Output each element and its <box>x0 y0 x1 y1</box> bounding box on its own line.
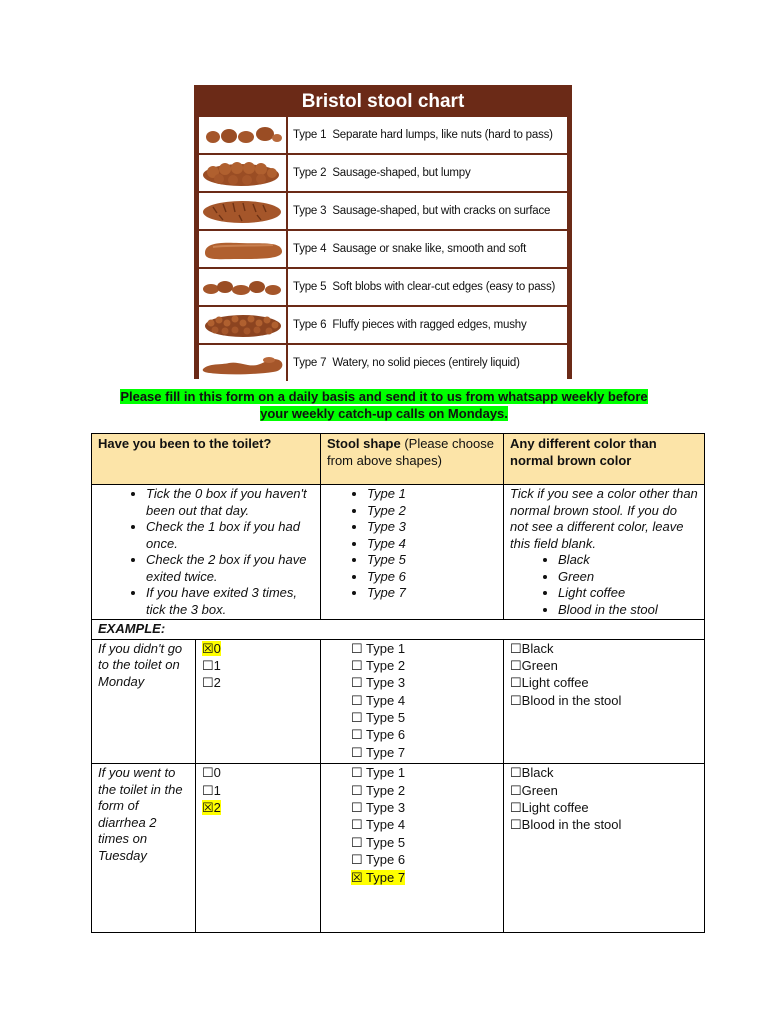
color-cell <box>504 764 705 933</box>
count-checkbox-1[interactable]: ☐1 <box>202 782 221 798</box>
list-item: • Type 3 <box>367 519 497 536</box>
header-color: Any different color than normal brown color <box>504 434 705 485</box>
color-guide-cell <box>504 485 705 620</box>
type-3-stool-picture <box>199 193 288 229</box>
shape-checkbox-type-2[interactable]: ☐ Type 2 <box>351 657 406 673</box>
type-1-stool-picture <box>199 117 288 153</box>
chart-row-type-5 <box>199 269 567 305</box>
example-label: EXAMPLE: <box>92 620 705 640</box>
chart-type-label: Type 4 <box>293 243 327 255</box>
chart-type-description: Soft blobs with clear-cut edges (easy to pass) <box>332 281 556 293</box>
color-checkbox-green[interactable]: ☐Green <box>510 657 558 673</box>
shape-checkbox-type-5[interactable]: ☐ Type 5 <box>351 710 406 726</box>
shape-cell <box>321 764 504 933</box>
count-checkbox-0[interactable]: ☒0 <box>202 640 221 656</box>
example-row-tuesday <box>92 764 705 933</box>
color-checkbox-blood[interactable]: ☐Blood in the stool <box>510 692 622 708</box>
type-2-stool-picture <box>199 155 288 191</box>
list-item: • Blood in the stool <box>558 602 698 619</box>
shape-checkbox-type-3[interactable]: ☐ Type 3 <box>351 675 406 691</box>
header-toilet: Have you been to the toilet? <box>92 434 321 485</box>
chart-type-description: Separate hard lumps, like nuts (hard to pass) <box>332 129 553 141</box>
shape-checkbox-type-2[interactable]: ☐ Type 2 <box>351 782 406 798</box>
chart-row-type-2 <box>199 155 567 191</box>
count-checkbox-1[interactable]: ☐1 <box>202 657 221 673</box>
chart-row-type-3 <box>199 193 567 229</box>
chart-type-label: Type 6 <box>293 319 327 331</box>
chart-title: Bristol stool chart <box>301 91 465 112</box>
shape-checkbox-type-6[interactable]: ☐ Type 6 <box>351 727 406 743</box>
shape-checkbox-type-7[interactable]: ☒ Type 7 <box>351 869 406 885</box>
chart-type-description: Watery, no solid pieces (entirely liquid) <box>332 357 520 369</box>
color-checkbox-black[interactable]: ☐Black <box>510 640 554 656</box>
example-row-monday <box>92 639 705 764</box>
count-cell <box>196 764 321 933</box>
shape-checkbox-type-7[interactable]: ☐ Type 7 <box>351 744 406 760</box>
count-checkbox-2[interactable]: ☒2 <box>202 800 221 816</box>
shape-checkbox-type-4[interactable]: ☐ Type 4 <box>351 692 406 708</box>
chart-type-label: Type 3 <box>293 205 327 217</box>
count-cell <box>196 639 321 764</box>
list-item: • Type 6 <box>367 569 497 586</box>
guide-row <box>92 485 705 620</box>
chart-type-label: Type 7 <box>293 357 327 369</box>
count-checkbox-0[interactable]: ☐0 <box>202 765 221 781</box>
type-7-stool-picture <box>199 345 288 381</box>
chart-type-label: Type 1 <box>293 129 327 141</box>
count-checkbox-2[interactable]: ☐2 <box>202 675 221 691</box>
color-checkbox-black[interactable]: ☐Black <box>510 765 554 781</box>
list-item: • Check the 1 box if you had once. <box>146 519 314 552</box>
shape-checkbox-type-1[interactable]: ☐ Type 1 <box>351 765 406 781</box>
daily-stool-form-table <box>91 433 705 933</box>
list-item: • If you have exited 3 times, tick the 3 box. <box>146 585 314 618</box>
instruction-text <box>88 388 680 422</box>
chart-row-type-1 <box>199 117 567 153</box>
chart-row-type-7 <box>199 345 567 381</box>
chart-type-description: Sausage or snake like, smooth and soft <box>332 243 527 255</box>
table-header-row <box>92 434 705 485</box>
chart-row-type-6 <box>199 307 567 343</box>
shape-checkbox-type-4[interactable]: ☐ Type 4 <box>351 817 406 833</box>
shape-cell <box>321 639 504 764</box>
list-item: • Tick the 0 box if you haven't been out that day. <box>146 486 314 519</box>
type-6-stool-picture <box>199 307 288 343</box>
color-guide-intro: Tick if you see a color other than normal brown stool. If you do not see a different color, leave this field blank. <box>510 486 698 551</box>
color-checkbox-green[interactable]: ☐Green <box>510 782 558 798</box>
list-item: • Type 2 <box>367 503 497 520</box>
example-description: If you went to the toilet in the form of diarrhea 2 times on Tuesday <box>92 764 196 933</box>
list-item: • Check the 2 box if you have exited twice. <box>146 552 314 585</box>
color-checkbox-light-coffee[interactable]: ☐Light coffee <box>510 675 589 691</box>
chart-type-label: Type 5 <box>293 281 327 293</box>
instruction-line-2: your weekly catch-up calls on Mondays. <box>260 406 508 421</box>
color-cell <box>504 639 705 764</box>
type-4-stool-picture <box>199 231 288 267</box>
list-item: • Green <box>558 569 698 586</box>
chart-type-description: Sausage-shaped, but lumpy <box>332 167 471 179</box>
instruction-line-1: Please fill in this form on a daily basis and send it to us from whatsapp weekly before <box>120 389 648 404</box>
list-item: • Type 1 <box>367 486 497 503</box>
color-checkbox-blood[interactable]: ☐Blood in the stool <box>510 817 622 833</box>
chart-type-description: Sausage-shaped, but with cracks on surface <box>332 205 551 217</box>
list-item: • Black <box>558 552 698 569</box>
list-item: • Type 5 <box>367 552 497 569</box>
chart-type-label: Type 2 <box>293 167 327 179</box>
shape-checkbox-type-3[interactable]: ☐ Type 3 <box>351 800 406 816</box>
chart-type-description: Fluffy pieces with ragged edges, mushy <box>332 319 527 331</box>
header-stool-shape: Stool shape (Please choose from above shapes) <box>321 434 504 485</box>
shape-checkbox-type-6[interactable]: ☐ Type 6 <box>351 852 406 868</box>
color-checkbox-light-coffee[interactable]: ☐Light coffee <box>510 800 589 816</box>
list-item: • Type 4 <box>367 536 497 553</box>
shape-checkbox-type-1[interactable]: ☐ Type 1 <box>351 640 406 656</box>
shape-guide-cell <box>321 485 504 620</box>
toilet-guide-cell <box>92 485 321 620</box>
example-description: If you didn't go to the toilet on Monday <box>92 639 196 764</box>
chart-row-type-4 <box>199 231 567 267</box>
type-5-stool-picture <box>199 269 288 305</box>
list-item: • Light coffee <box>558 585 698 602</box>
shape-checkbox-type-5[interactable]: ☐ Type 5 <box>351 834 406 850</box>
list-item: • Type 7 <box>367 585 497 602</box>
example-label-row <box>92 620 705 640</box>
bristol-stool-chart-image <box>194 85 572 379</box>
